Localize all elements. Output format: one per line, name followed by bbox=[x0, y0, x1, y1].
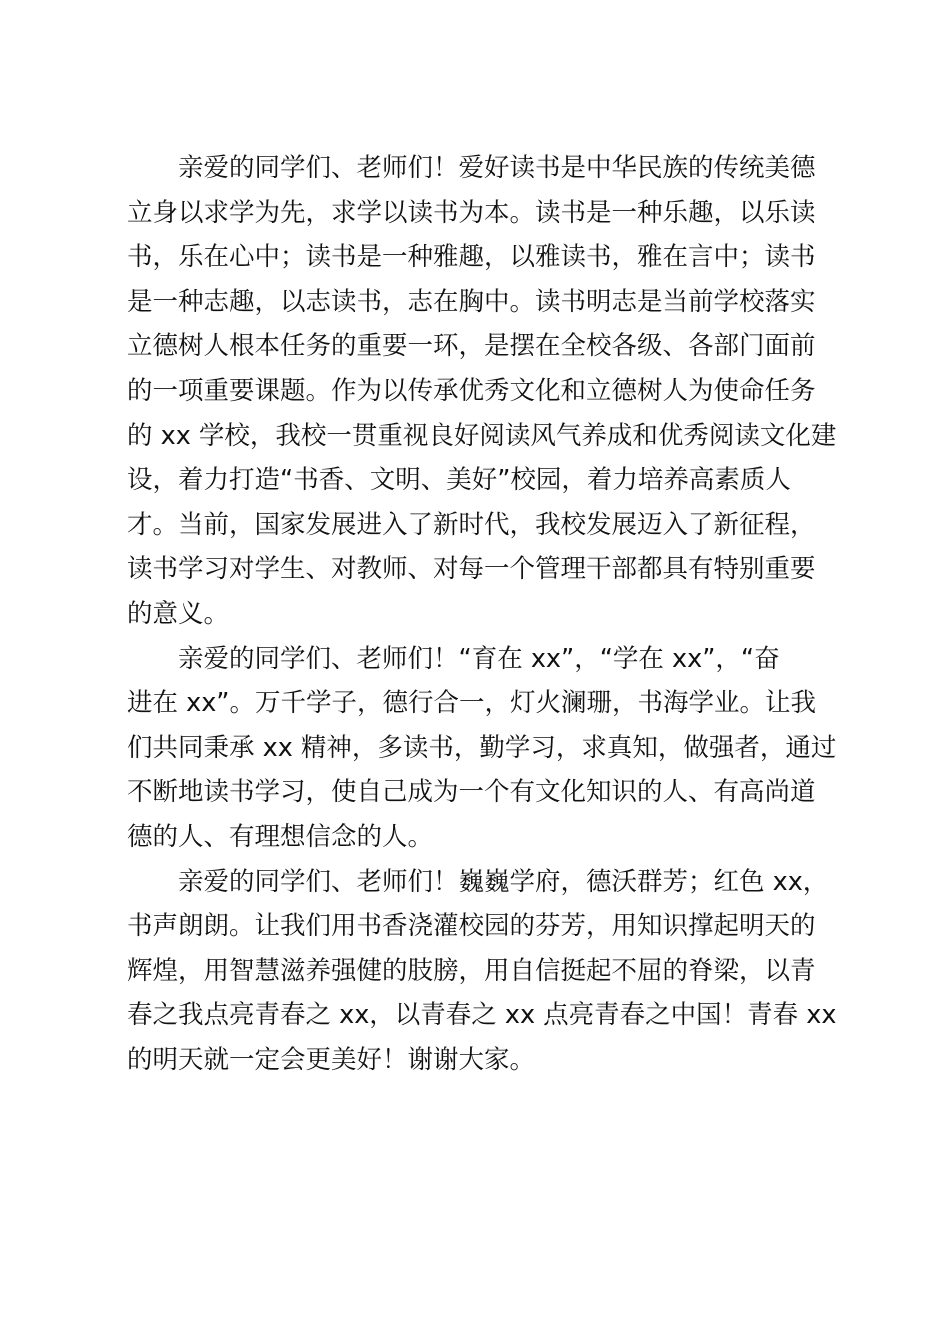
paragraph-line: 不断地读书学习，使自己成为一个有文化知识的人、有高尚道 bbox=[127, 777, 816, 808]
paragraph-line: 的意义。 bbox=[127, 598, 230, 629]
paragraph-line: 春之我点亮青春之 xx，以青春之 xx 点亮青春之中国！青春 xx bbox=[127, 1000, 837, 1031]
paragraph-line: 是一种志趣，以志读书，志在胸中。读书明志是当前学校落实 bbox=[127, 286, 816, 317]
paragraph-line: 进在 xx”。万千学子，德行合一，灯火澜珊，书海学业。让我 bbox=[127, 688, 816, 719]
paragraph-line: 亲爱的同学们、老师们！巍巍学府，德沃群芳；红色 xx， bbox=[178, 866, 829, 897]
paragraph-line: 才。当前，国家发展进入了新时代，我校发展迈入了新征程， bbox=[127, 509, 816, 540]
paragraph-line: 读书学习对学生、对教师、对每一个管理干部都具有特别重要 bbox=[127, 554, 816, 585]
paragraph-1 bbox=[127, 146, 837, 637]
paragraph-line: 德的人、有理想信念的人。 bbox=[127, 821, 434, 852]
paragraph-line: 们共同秉承 xx 精神，多读书，勤学习，求真知，做强者，通过 bbox=[127, 732, 837, 763]
paragraph-line: 的 xx 学校，我校一贯重视良好阅读风气养成和优秀阅读文化建 bbox=[127, 420, 837, 451]
paragraph-line: 辉煌，用智慧滋养强健的肢膀，用自信挺起不屈的脊梁，以青 bbox=[127, 955, 816, 986]
paragraph-line: 立身以求学为先，求学以读书为本。读书是一种乐趣，以乐读 bbox=[127, 197, 816, 228]
paragraph-line: 立德树人根本任务的重要一环，是摆在全校各级、各部门面前 bbox=[127, 331, 816, 362]
paragraph-line: 设，着力打造“书香、文明、美好”校园，着力培养高素质人 bbox=[127, 465, 791, 496]
paragraph-line: 书声朗朗。让我们用书香浇灌校园的芬芳，用知识撑起明天的 bbox=[127, 911, 816, 942]
paragraph-line: 的一项重要课题。作为以传承优秀文化和立德树人为使命任务 bbox=[127, 375, 816, 406]
paragraph-line: 书，乐在心中；读书是一种雅趣，以雅读书，雅在言中；读书 bbox=[127, 242, 816, 273]
document-body bbox=[127, 146, 837, 1082]
paragraph-line: 亲爱的同学们、老师们！“育在 xx”，“学在 xx”，“奋 bbox=[178, 643, 780, 674]
paragraph-line: 亲爱的同学们、老师们！爱好读书是中华民族的传统美德 bbox=[178, 153, 816, 183]
paragraph-3 bbox=[127, 860, 837, 1083]
paragraph-2 bbox=[127, 637, 837, 860]
paragraph-line: 的明天就一定会更美好！谢谢大家。 bbox=[127, 1044, 536, 1075]
